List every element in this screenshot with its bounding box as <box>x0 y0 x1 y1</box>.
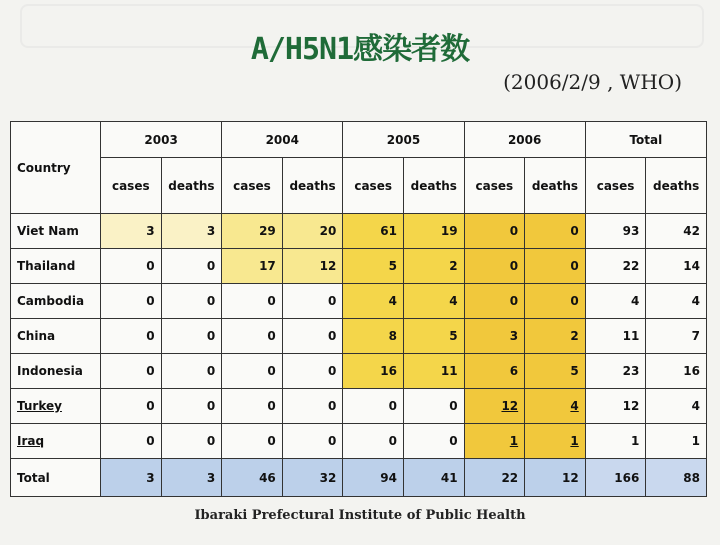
cases-header: cases <box>585 158 646 214</box>
header-row-years <box>11 122 707 158</box>
year-header: 2004 <box>222 122 343 158</box>
value-cell: 12 <box>464 389 525 424</box>
value-cell: 3 <box>161 214 222 249</box>
total-cell: 3 <box>161 459 222 497</box>
value-cell: 0 <box>222 389 283 424</box>
value-cell: 0 <box>161 319 222 354</box>
value-cell: 0 <box>464 214 525 249</box>
value-cell: 0 <box>222 319 283 354</box>
value-cell: 1 <box>525 424 586 459</box>
value-cell: 16 <box>646 354 707 389</box>
value-cell: 61 <box>343 214 404 249</box>
value-cell: 0 <box>101 389 162 424</box>
total-cell: 166 <box>585 459 646 497</box>
slide-subtitle: (2006/2/9 , WHO) <box>503 70 682 94</box>
value-cell: 0 <box>161 424 222 459</box>
value-cell: 17 <box>222 249 283 284</box>
value-cell: 1 <box>585 424 646 459</box>
value-cell: 4 <box>646 389 707 424</box>
value-cell: 0 <box>403 424 464 459</box>
value-cell: 42 <box>646 214 707 249</box>
value-cell: 0 <box>464 284 525 319</box>
header-row-metrics <box>11 158 707 214</box>
h5n1-cases-table <box>10 121 707 497</box>
value-cell: 0 <box>282 354 343 389</box>
table-row <box>11 389 707 424</box>
cases-header: cases <box>222 158 283 214</box>
deaths-header: deaths <box>646 158 707 214</box>
country-cell: Thailand <box>11 249 101 284</box>
value-cell: 0 <box>525 214 586 249</box>
value-cell: 22 <box>585 249 646 284</box>
value-cell: 0 <box>101 354 162 389</box>
country-cell: Indonesia <box>11 354 101 389</box>
value-cell: 2 <box>403 249 464 284</box>
value-cell: 5 <box>403 319 464 354</box>
cases-header: cases <box>101 158 162 214</box>
total-cell: 94 <box>343 459 404 497</box>
value-cell: 0 <box>101 249 162 284</box>
year-header: 2003 <box>101 122 222 158</box>
value-cell: 29 <box>222 214 283 249</box>
country-cell: Turkey <box>11 389 101 424</box>
value-cell: 12 <box>282 249 343 284</box>
cases-header: cases <box>343 158 404 214</box>
value-cell: 4 <box>646 284 707 319</box>
total-column-header: Total <box>585 122 706 158</box>
value-cell: 11 <box>403 354 464 389</box>
slide-title: A/H5N1感染者数 <box>250 32 470 67</box>
value-cell: 0 <box>161 389 222 424</box>
deaths-header: deaths <box>282 158 343 214</box>
country-cell: Iraq <box>11 424 101 459</box>
total-row <box>11 459 707 497</box>
cases-header: cases <box>464 158 525 214</box>
table-row <box>11 319 707 354</box>
value-cell: 4 <box>585 284 646 319</box>
value-cell: 8 <box>343 319 404 354</box>
value-cell: 0 <box>525 284 586 319</box>
value-cell: 0 <box>101 319 162 354</box>
value-cell: 0 <box>222 284 283 319</box>
value-cell: 3 <box>101 214 162 249</box>
value-cell: 0 <box>343 389 404 424</box>
value-cell: 5 <box>343 249 404 284</box>
value-cell: 4 <box>525 389 586 424</box>
year-header: 2006 <box>464 122 585 158</box>
table-row <box>11 214 707 249</box>
value-cell: 2 <box>525 319 586 354</box>
value-cell: 1 <box>464 424 525 459</box>
year-header: 2005 <box>343 122 464 158</box>
value-cell: 14 <box>646 249 707 284</box>
value-cell: 0 <box>282 424 343 459</box>
value-cell: 0 <box>525 249 586 284</box>
value-cell: 4 <box>403 284 464 319</box>
value-cell: 4 <box>343 284 404 319</box>
deaths-header: deaths <box>525 158 586 214</box>
value-cell: 0 <box>101 424 162 459</box>
value-cell: 3 <box>464 319 525 354</box>
country-header: Country <box>11 122 101 214</box>
country-cell: China <box>11 319 101 354</box>
value-cell: 0 <box>403 389 464 424</box>
value-cell: 0 <box>222 354 283 389</box>
value-cell: 0 <box>161 249 222 284</box>
total-cell: 46 <box>222 459 283 497</box>
total-cell: 22 <box>464 459 525 497</box>
table-row <box>11 284 707 319</box>
value-cell: 7 <box>646 319 707 354</box>
value-cell: 0 <box>161 354 222 389</box>
country-cell: Viet Nam <box>11 214 101 249</box>
value-cell: 1 <box>646 424 707 459</box>
total-cell: 41 <box>403 459 464 497</box>
value-cell: 19 <box>403 214 464 249</box>
value-cell: 0 <box>161 284 222 319</box>
total-cell: 3 <box>101 459 162 497</box>
value-cell: 5 <box>525 354 586 389</box>
total-cell: 88 <box>646 459 707 497</box>
total-cell: 32 <box>282 459 343 497</box>
table-row <box>11 249 707 284</box>
country-cell: Cambodia <box>11 284 101 319</box>
table-row <box>11 424 707 459</box>
value-cell: 16 <box>343 354 404 389</box>
value-cell: 6 <box>464 354 525 389</box>
table-row <box>11 354 707 389</box>
total-label: Total <box>11 459 101 497</box>
value-cell: 11 <box>585 319 646 354</box>
deaths-header: deaths <box>403 158 464 214</box>
value-cell: 0 <box>464 249 525 284</box>
value-cell: 0 <box>222 424 283 459</box>
deaths-header: deaths <box>161 158 222 214</box>
value-cell: 23 <box>585 354 646 389</box>
value-cell: 0 <box>101 284 162 319</box>
footer-institute: Ibaraki Prefectural Institute of Public Health <box>194 508 526 523</box>
value-cell: 0 <box>343 424 404 459</box>
value-cell: 12 <box>585 389 646 424</box>
value-cell: 93 <box>585 214 646 249</box>
value-cell: 20 <box>282 214 343 249</box>
value-cell: 0 <box>282 284 343 319</box>
value-cell: 0 <box>282 389 343 424</box>
value-cell: 0 <box>282 319 343 354</box>
total-cell: 12 <box>525 459 586 497</box>
